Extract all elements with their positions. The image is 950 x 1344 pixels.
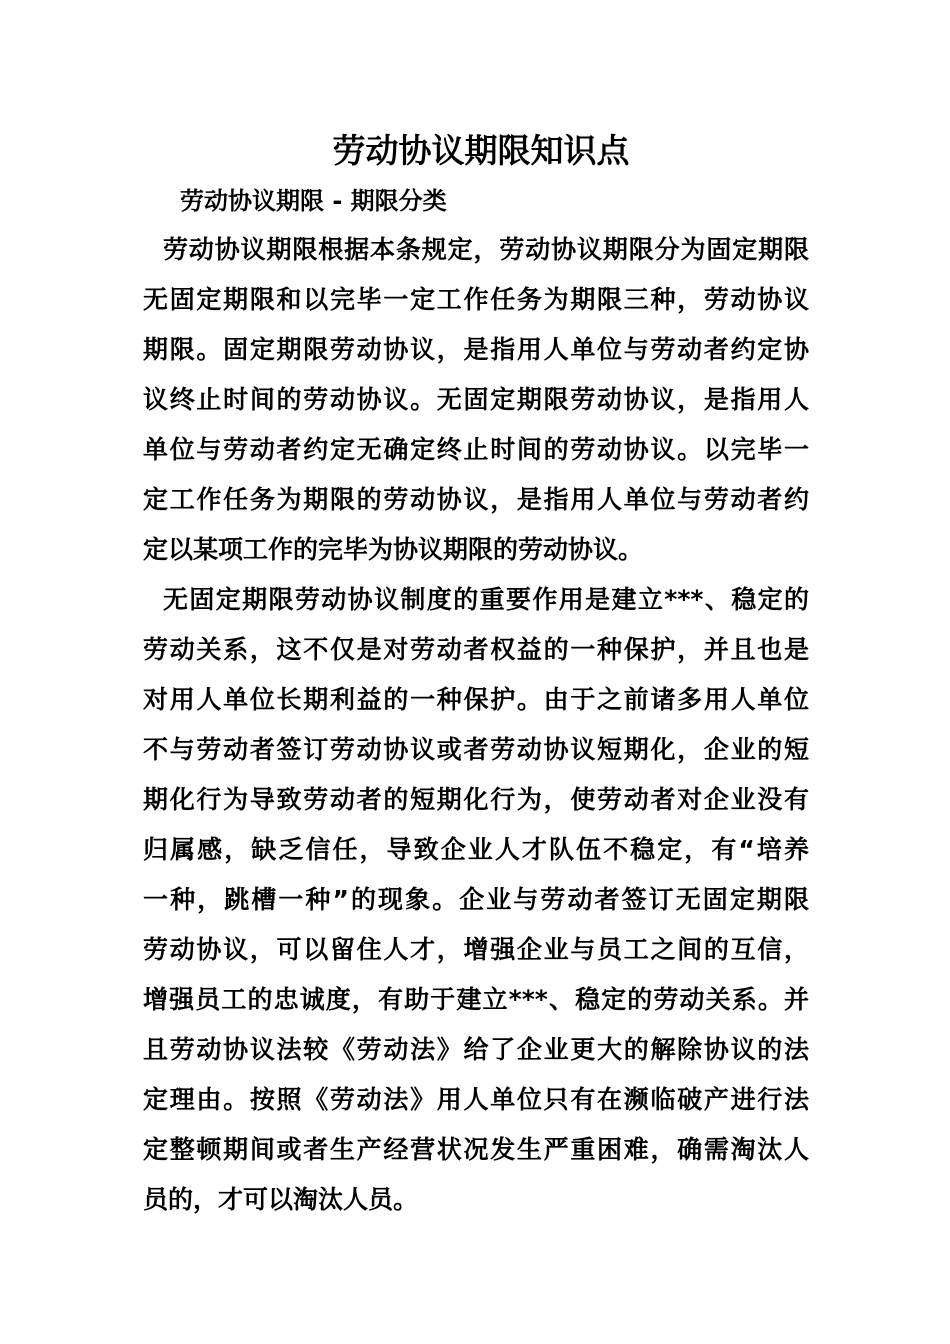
paragraph-line: 定整顿期间或者生产经营状况发生严重困难，确需淘汰人 <box>143 1135 809 1164</box>
paragraph-line: 期化行为导致劳动者的短期化行为，使劳动者对企业没有 <box>143 785 809 814</box>
paragraph-line: 议终止时间的劳动协议。无固定期限劳动协议，是指用人 <box>143 385 809 414</box>
paragraph-1 <box>143 225 809 575</box>
paragraph-line: 劳动协议期限根据本条规定，劳动协议期限分为固定期限 <box>163 235 809 264</box>
paragraph-line: 员的，才可以淘汰人员。 <box>143 1185 419 1214</box>
paragraph-line: 一种，跳槽一种”的现象。企业与劳动者签订无固定期限 <box>143 885 809 914</box>
paragraph-line: 不与劳动者签订劳动协议或者劳动协议短期化，企业的短 <box>143 735 809 764</box>
paragraph-line: 无固定期限劳动协议制度的重要作用是建立***、稳定的 <box>163 585 809 614</box>
section-heading: 劳动协议期限 - 期限分类 <box>180 187 447 215</box>
paragraph-line: 无固定期限和以完毕一定工作任务为期限三种，劳动协议 <box>143 285 809 314</box>
paragraph-line: 定理由。按照《劳动法》用人单位只有在濒临破产进行法 <box>143 1085 809 1114</box>
paragraph-line: 定以某项工作的完毕为协议期限的劳动协议。 <box>143 535 644 564</box>
paragraph-line: 定工作任务为期限的劳动协议，是指用人单位与劳动者约 <box>143 485 809 514</box>
paragraph-line: 增强员工的忠诚度，有助于建立***、稳定的劳动关系。并 <box>143 985 809 1014</box>
page-title: 劳动协议期限知识点 <box>332 131 630 170</box>
paragraph-line: 期限。固定期限劳动协议，是指用人单位与劳动者约定协 <box>143 335 809 364</box>
paragraph-line: 归属感，缺乏信任，导致企业人才队伍不稳定，有“培养 <box>143 835 809 864</box>
paragraph-line: 劳动关系，这不仅是对劳动者权益的一种保护，并且也是 <box>143 635 809 664</box>
paragraph-line: 对用人单位长期利益的一种保护。由于之前诸多用人单位 <box>143 685 809 714</box>
paragraph-line: 劳动协议，可以留住人才，增强企业与员工之间的互信， <box>143 935 809 964</box>
paragraph-line: 且劳动协议法较《劳动法》给了企业更大的解除协议的法 <box>143 1035 809 1064</box>
paragraph-line: 单位与劳动者约定无确定终止时间的劳动协议。以完毕一 <box>143 435 809 464</box>
paragraph-2 <box>143 575 809 1225</box>
